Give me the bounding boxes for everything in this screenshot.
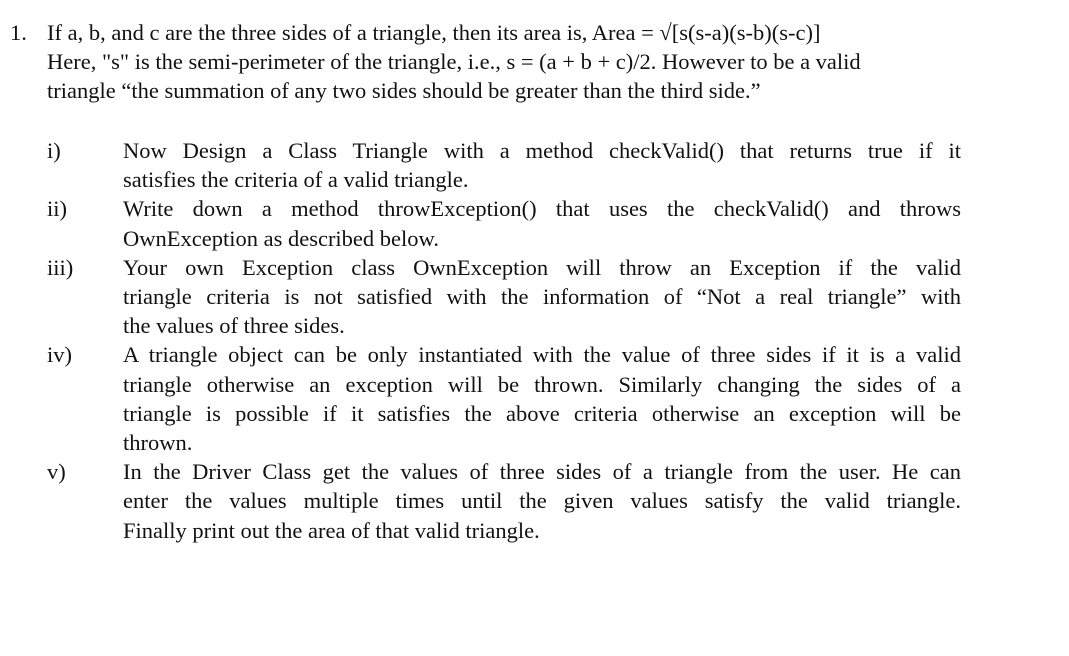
sub-question-text — [123, 136, 961, 194]
sub-question-line: OwnException as described below. — [123, 225, 439, 251]
sub-question-line: triangle is possible if it satisfies the above criteria otherwise an exception will be — [123, 400, 961, 426]
question-number: 1. — [10, 20, 27, 45]
sub-question-line: Write down a method throwException() that uses the checkValid() and throws — [123, 196, 961, 222]
intro-line: Here, "s" is the semi-perimeter of the triangle, i.e., s = (a + b + c)/2. However to be a valid — [47, 49, 861, 75]
sub-question-v — [0, 457, 1069, 545]
sub-question-line: satisfies the criteria of a valid triangle. — [123, 167, 469, 193]
sub-question-label: ii) — [47, 196, 67, 222]
sub-question-text — [123, 340, 961, 457]
sub-question-line: the values of three sides. — [123, 313, 345, 339]
sub-question-line: Now Design a Class Triangle with a method checkValid() that returns true if it — [123, 138, 961, 163]
sub-question-text — [123, 457, 961, 545]
sub-question-line: A triangle object can be only instantiated with the value of three sides if it is a valid — [123, 342, 961, 368]
sub-question-line: In the Driver Class get the values of three sides of a triangle from the user. He can — [123, 459, 961, 485]
sub-question-label: i) — [47, 138, 61, 163]
sub-question-line: Finally print out the area of that valid triangle. — [123, 517, 540, 543]
sub-question-line: triangle criteria is not satisfied with the information of “Not a real triangle” with — [123, 284, 961, 310]
sub-question-text — [123, 194, 961, 252]
sub-question-line: enter the values multiple times until the given values satisfy the valid triangle. — [123, 488, 961, 514]
sub-question-text — [123, 253, 961, 341]
sub-question-ii — [0, 194, 1069, 252]
question-intro — [47, 18, 965, 106]
sub-question-line: triangle otherwise an exception will be thrown. Similarly changing the sides of a — [123, 371, 961, 397]
sub-question-list — [0, 136, 1069, 545]
sub-question-i — [0, 136, 1069, 194]
sub-question-label: v) — [47, 459, 66, 485]
intro-line: If a, b, and c are the three sides of a triangle, then its area is, Area = √[s(s-a)(s-b)(s-c)] — [47, 20, 821, 45]
sub-question-line: thrown. — [123, 430, 193, 456]
sub-question-iii — [0, 253, 1069, 341]
sub-question-iv — [0, 340, 1069, 457]
sub-question-label: iii) — [47, 254, 74, 280]
sub-question-label: iv) — [47, 342, 72, 368]
intro-line: triangle “the summation of any two sides should be greater than the third side.” — [47, 78, 761, 104]
sub-question-line: Your own Exception class OwnException will throw an Exception if the valid — [123, 254, 961, 280]
